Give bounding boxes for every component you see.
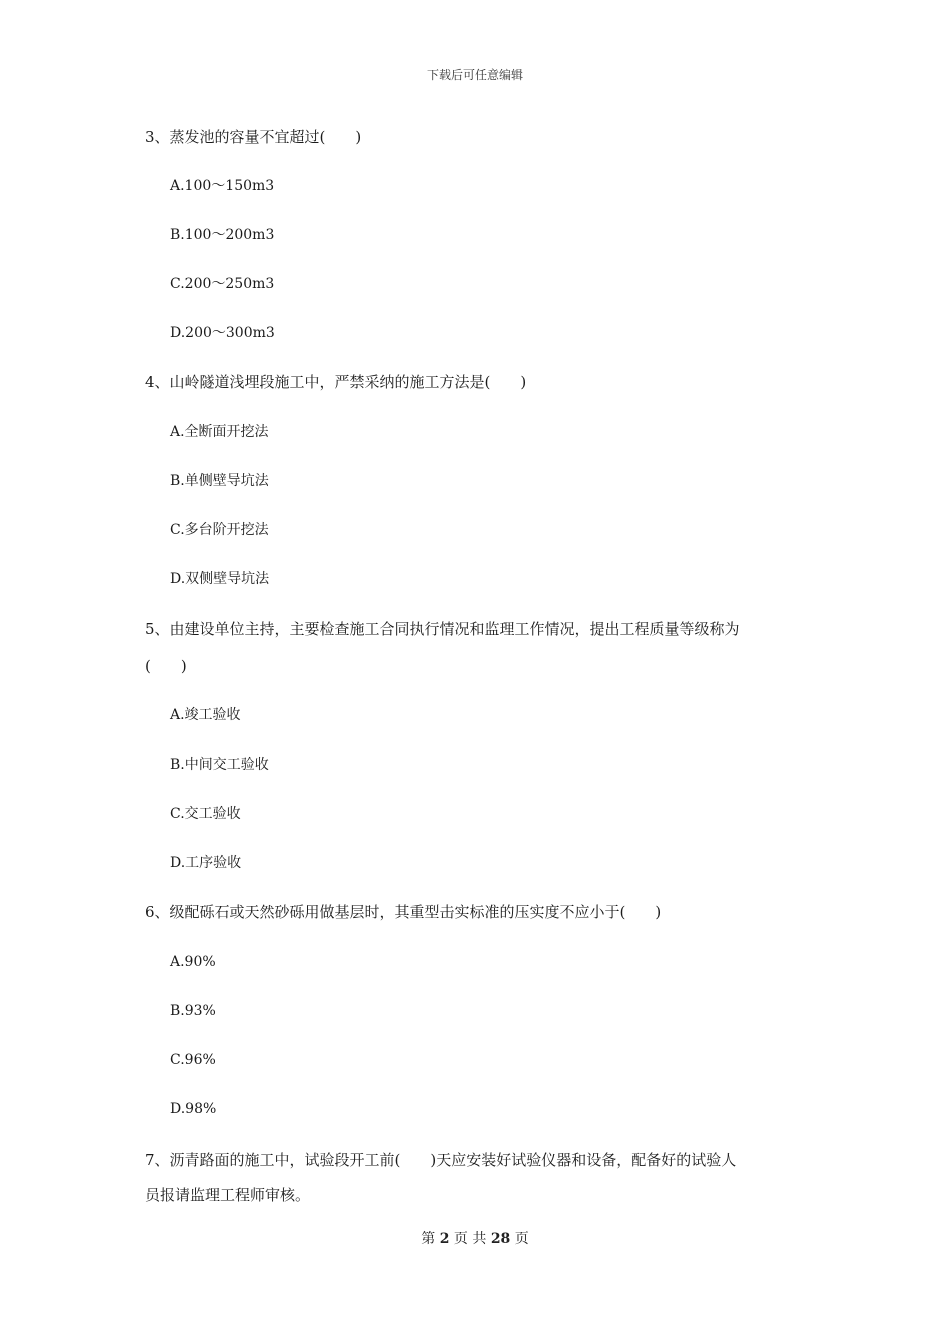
question-4-option-a: A.全断面开挖法	[170, 424, 269, 440]
footer-middle: 页 共	[453, 1231, 487, 1247]
footer-suffix: 页	[514, 1231, 529, 1247]
question-4-option-d: D.双侧壁导坑法	[170, 571, 270, 587]
page-header: 下载后可任意编辑	[426, 68, 523, 82]
question-5-text-cont: ( )	[145, 657, 187, 675]
question-4-option-b: B.单侧壁导坑法	[170, 473, 269, 489]
total-page-number: 28	[490, 1231, 511, 1247]
question-5-option-c: C.交工验收	[170, 806, 241, 822]
question-3-text: 3、蒸发池的容量不宜超过( )	[145, 128, 362, 146]
question-4-text: 4、山岭隧道浅埋段施工中，严禁采纳的施工方法是( )	[145, 373, 527, 391]
question-5-option-b: B.中间交工验收	[170, 757, 269, 773]
question-7-text: 7、沥青路面的施工中，试验段开工前( )天应安装好试验仪器和设备，配备好的试验人	[145, 1151, 737, 1169]
question-5-text: 5、由建设单位主持，主要检查施工合同执行情况和监理工作情况，提出工程质量等级称为	[145, 620, 740, 638]
question-4-option-c: C.多台阶开挖法	[170, 522, 269, 538]
question-3-option-c: C.200～250m3	[170, 276, 275, 292]
question-6-option-b: B.93%	[170, 1003, 216, 1019]
footer-prefix: 第	[421, 1231, 436, 1247]
current-page-number: 2	[439, 1231, 450, 1247]
question-3-option-b: B.100～200m3	[170, 227, 275, 243]
question-6-option-c: C.96%	[170, 1052, 216, 1068]
question-6-option-a: A.90%	[170, 954, 216, 970]
question-6-option-d: D.98%	[170, 1101, 217, 1117]
page-footer	[0, 1228, 950, 1248]
question-3-option-d: D.200～300m3	[170, 325, 275, 341]
question-5-option-d: D.工序验收	[170, 855, 242, 871]
question-3-option-a: A.100～150m3	[170, 178, 275, 194]
question-5-option-a: A.竣工验收	[170, 707, 241, 723]
question-7-text-cont: 员报请监理工程师审核。	[145, 1186, 311, 1204]
question-6-text: 6、级配砾石或天然砂砾用做基层时，其重型击实标准的压实度不应小于( )	[145, 903, 662, 921]
